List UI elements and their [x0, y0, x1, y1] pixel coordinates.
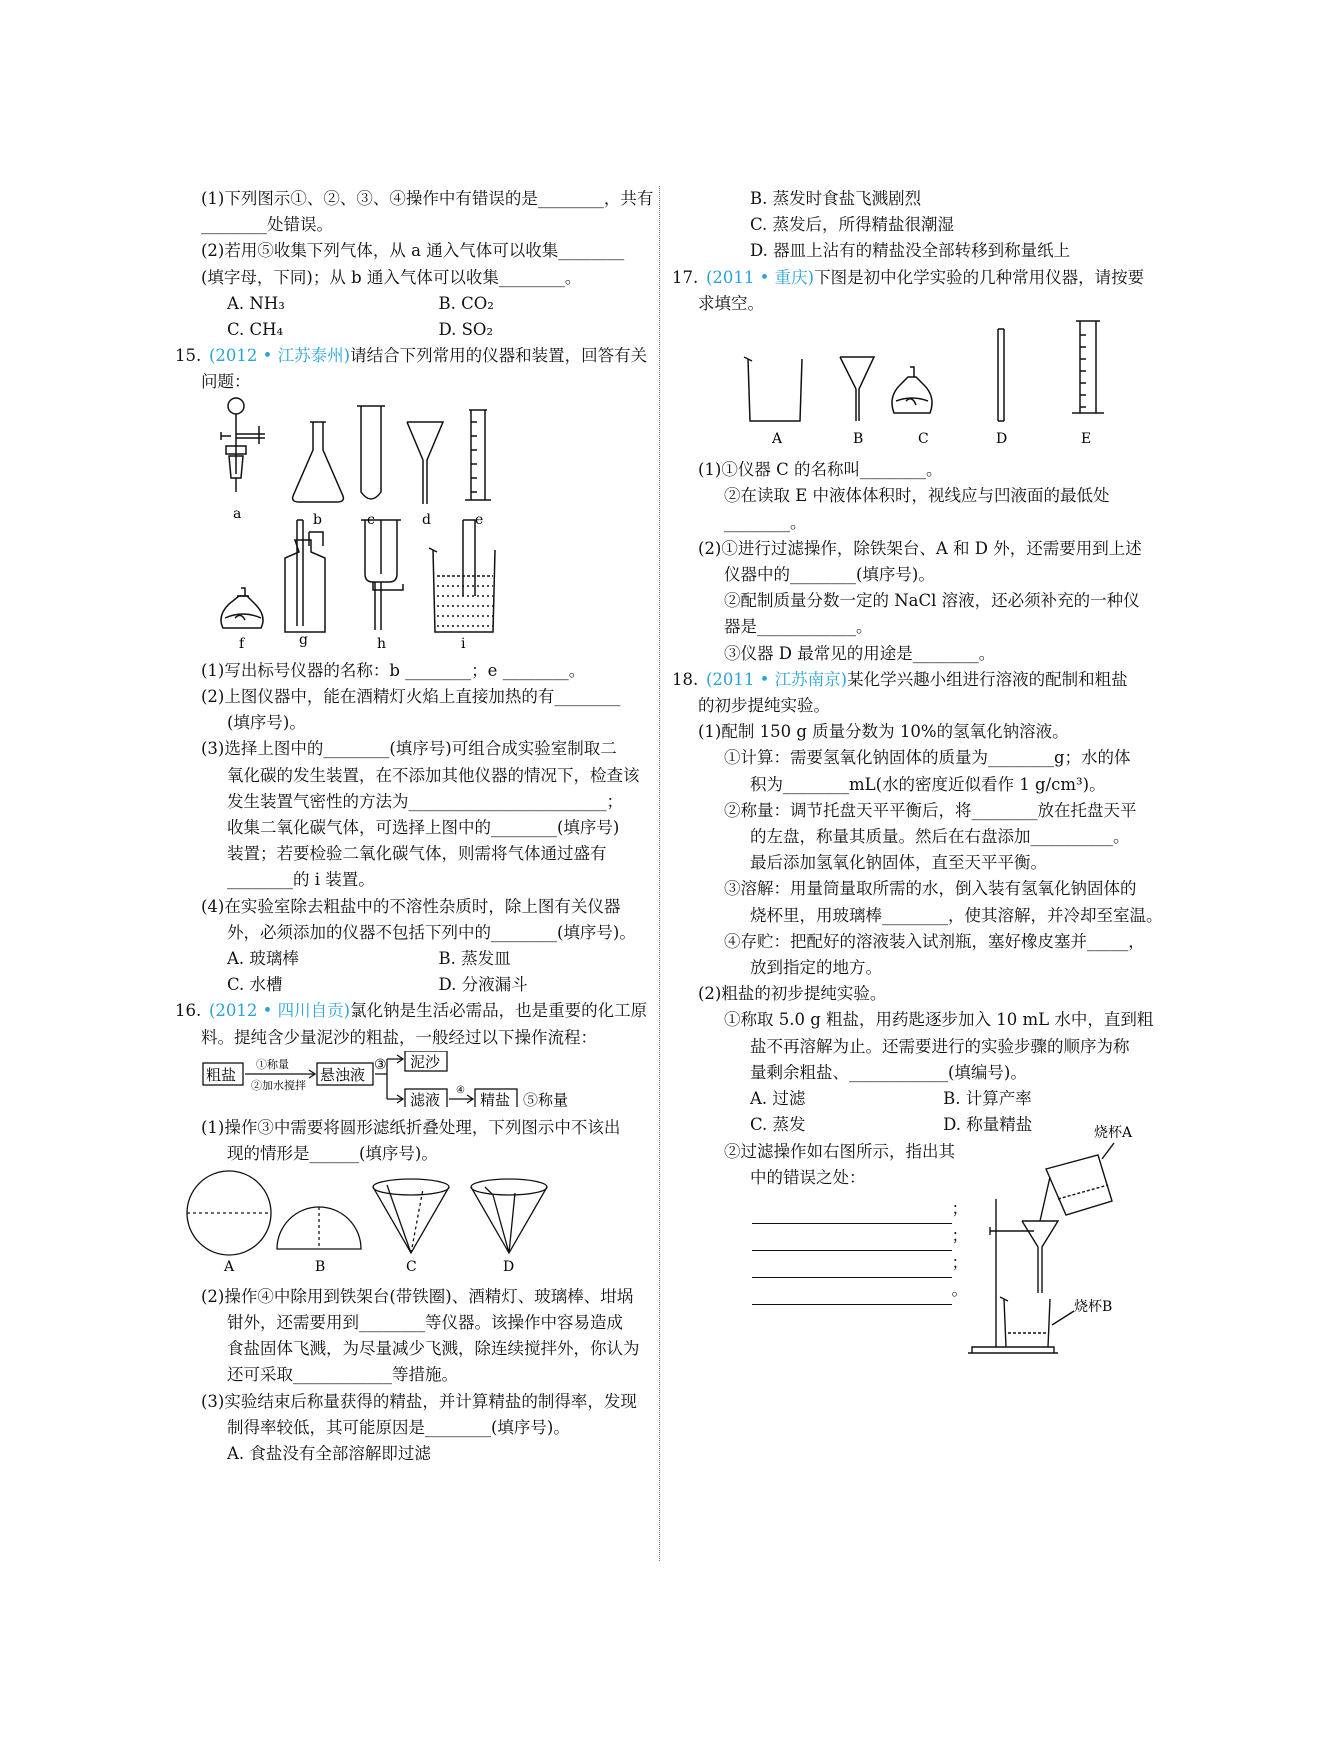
q15-line: 装置；若要检验二氧化碳气体，则需将气体通过盛有 [227, 844, 607, 864]
question-text: 求填空。 [698, 293, 764, 313]
q16-stem [175, 998, 650, 1024]
question-text: 某化学兴趣小组进行溶液的配制和粗盐 [847, 669, 1128, 689]
option: B. CO₂ [438, 293, 494, 313]
q16-line: 制得率较低，其可能原因是________(填序号)。 [227, 1417, 570, 1437]
flow-box: 悬浊液 [320, 1065, 366, 1084]
option: C. CH₄ [227, 320, 284, 340]
q17-line: 仪器中的________(填序号)。 [724, 565, 935, 585]
q14-line: (2)若用⑤收集下列气体，从 a 通入气体可以收集________ [201, 241, 625, 261]
semicircle-filter-paper-icon [277, 1207, 361, 1249]
flow-step: ②加水搅拌 [251, 1078, 306, 1092]
q14-line: (1)下列图示①、②、③、④操作中有错误的是________，共有 [201, 189, 654, 208]
option: B. 蒸发时食盐飞溅剧烈 [750, 189, 922, 208]
flow-step: ④ [456, 1084, 465, 1096]
q15-options [175, 972, 650, 998]
q14-options [175, 317, 650, 343]
q15-line: (4)在实验室除去粗盐中的不溶性杂质时，除上图有关仪器 [201, 896, 621, 916]
q18-stem [672, 667, 1152, 693]
funnel-icon [407, 422, 443, 504]
fig-label: f [239, 635, 245, 650]
question-text: 下图是初中化学实验的几种常用仪器，请按要 [814, 267, 1145, 287]
funnel-icon [840, 357, 874, 421]
fig-label: E [1081, 431, 1092, 448]
fig-label: A [772, 431, 783, 448]
flow-step: ①称量 [256, 1057, 289, 1071]
flow-box: 精盐 [480, 1090, 511, 1107]
q18-line: 的左盘，称量其质量。然后在右盘添加__________。 [750, 827, 1130, 847]
fig-label: A [224, 1259, 235, 1276]
option: B. 蒸发皿 [438, 949, 511, 969]
option: A. 过滤 [750, 1089, 806, 1109]
filtration-apparatus-figure [968, 1103, 1152, 1369]
q14-line: (填字母，下同)；从 b 通入气体可以收集________。 [201, 267, 582, 287]
fig-label: e [475, 511, 484, 528]
q17-line: ③仪器 D 最常见的用途是________。 [724, 643, 996, 663]
flow-box: 粗盐 [206, 1065, 237, 1084]
fig-label: 烧杯A [1094, 1124, 1133, 1141]
fig-label: a [233, 505, 242, 522]
option: A. 玻璃棒 [227, 949, 299, 969]
q18-line: ①称取 5.0 g 粗盐，用药匙逐步加入 10 mL 水中，直到粗 [724, 1010, 1154, 1030]
fig-label: d [422, 511, 431, 528]
fig-label: D [503, 1259, 515, 1276]
question-text: 料。提纯含少量泥沙的粗盐，一般经过以下操作流程： [201, 1027, 597, 1047]
q18-line: (1)配制 150 g 质量分数为 10%的氢氧化钠溶液。 [698, 722, 1069, 742]
q18-line: 积为________mL(水的密度近似看作 1 g/cm³)。 [750, 774, 1106, 794]
answer-blank[interactable] [752, 1251, 968, 1278]
beaker-a-icon [1040, 1155, 1112, 1221]
beaker-icon [744, 357, 802, 421]
flow-step: ⑤称量 [523, 1090, 569, 1107]
fig-label: i [461, 635, 466, 650]
question-number: 17. [672, 267, 699, 287]
alcohol-lamp-icon [221, 588, 263, 628]
option: B. 计算产率 [943, 1089, 1032, 1109]
question-text: 氯化钠是生活必需品，也是重要的化工原 [350, 1001, 648, 1021]
fig-label: h [377, 635, 387, 650]
option: A. 食盐没有全部溶解即过滤 [227, 1443, 431, 1463]
measuring-cylinder-icon [465, 410, 491, 500]
q15-line: 氧化碳的发生装置，在不添加其他仪器的情况下，检查该 [227, 765, 640, 785]
q16-line: (1)操作③中需要将圆形滤纸折叠处理，下列图示中不该出 [201, 1118, 621, 1138]
option: D. 分液漏斗 [438, 975, 528, 995]
beaker-with-tube-icon [429, 520, 495, 632]
q15-line: ________的 i 装置。 [227, 870, 375, 890]
q17-instruments-figure [672, 317, 1152, 457]
option: C. 蒸发 [750, 1115, 806, 1135]
cone-filter-paper-icon [373, 1179, 449, 1253]
punctuation: ； [951, 1253, 968, 1273]
punctuation: ； [951, 1226, 968, 1246]
flow-step: ③ [374, 1056, 387, 1073]
question-number: 18. [672, 669, 699, 689]
circle-filter-paper-icon [187, 1171, 271, 1255]
q15-line: (1)写出标号仪器的名称：b ________；e ________。 [201, 660, 586, 680]
glass-rod-icon [998, 329, 1004, 421]
q15-line: (3)选择上图中的________(填序号)可组合成实验室制取二 [201, 739, 617, 759]
q18-line: ③溶解：用量筒量取所需的水，倒入装有氢氧化钠固体的 [724, 879, 1137, 899]
q16-flow-diagram [175, 1051, 650, 1115]
q17-line: (1)①仪器 C 的名称叫________。 [698, 460, 943, 480]
q16-line: 钳外，还需要用到________等仪器。该操作中容易造成 [227, 1312, 623, 1332]
option: A. NH₃ [227, 293, 285, 313]
option: D. 器皿上沾有的精盐没全部转移到称量纸上 [750, 241, 1071, 261]
question-number: 15. [175, 346, 202, 366]
q15-line: (填序号)。 [227, 713, 306, 733]
q18-line: 量剩余粗盐、____________(填编号)。 [750, 1062, 1027, 1082]
fig-label: c [367, 511, 375, 528]
q16-line: (3)实验结束后称量获得的精盐，并计算精盐的制得率，发现 [201, 1391, 637, 1411]
punctuation: 。 [951, 1280, 968, 1300]
q17-line: ②配制质量分数一定的 NaCl 溶液，还必须补充的一种仪 [724, 591, 1140, 611]
q18-line: 烧杯里，用玻璃棒________，使其溶解，并冷却至室温。 [750, 905, 1163, 925]
option: C. 水槽 [227, 975, 283, 995]
q18-line: ②称量：调节托盘天平平衡后，将________放在托盘天平 [724, 800, 1137, 820]
fig-label: g [299, 631, 308, 648]
question-text: 的初步提纯实验。 [698, 696, 830, 716]
fig-label: b [313, 511, 322, 528]
punctuation: ； [951, 1199, 968, 1219]
answer-blank[interactable] [752, 1224, 968, 1251]
q14-line: ________处错误。 [201, 215, 333, 235]
q16-line: (2)操作④中除用到铁架台(带铁圈)、酒精灯、玻璃棒、坩埚 [201, 1286, 634, 1306]
q17-line: ________。 [724, 512, 807, 532]
flow-box: 滤液 [410, 1090, 441, 1107]
q17-line: (2)①进行过滤操作，除铁架台、A 和 D 外，还需要用到上述 [698, 538, 1142, 558]
q18-line: 放到指定的地方。 [750, 958, 882, 978]
question-source: (2012 • 江苏泰州) [209, 346, 351, 366]
q18-line: 盐不再溶解为止。还需要进行的实验步骤的顺序为称 [750, 1036, 1130, 1056]
q15-stem [175, 343, 650, 369]
gas-collecting-bottle-icon [285, 520, 325, 632]
q17-line: ②在读取 E 中液体体积时，视线应与凹液面的最低处 [724, 486, 1110, 506]
q14-options [175, 291, 650, 317]
q18-line: ①计算：需要氢氧化钠固体的质量为________g；水的体 [724, 748, 1131, 768]
right-column [672, 186, 1163, 1369]
flow-box: 泥沙 [410, 1052, 441, 1071]
left-column [175, 186, 654, 1467]
q15-line: 发生装置气密性的方法为________________________； [227, 791, 623, 811]
q16-filter-paper-figure [175, 1167, 650, 1283]
q17-line: 器是____________。 [724, 617, 873, 637]
test-tube-with-side-arm-icon [361, 520, 403, 630]
fig-label: B [853, 431, 864, 448]
column-divider [659, 186, 660, 1561]
q18-line: (2)粗盐的初步提纯实验。 [698, 984, 887, 1004]
test-tube-icon [357, 406, 385, 499]
q16-line: 现的情形是______(填序号)。 [227, 1144, 438, 1164]
question-source: (2012 • 四川自贡) [209, 1001, 351, 1021]
question-source: (2011 • 重庆) [706, 267, 815, 287]
q16-line: 还可采取____________等措施。 [227, 1365, 458, 1385]
q15-line: 收集二氧化碳气体，可选择上图中的________(填序号) [227, 818, 620, 838]
question-text: 问题： [201, 372, 251, 392]
question-number: 16. [175, 1001, 202, 1021]
q18-line: ②过滤操作如右图所示，指出其 [724, 1141, 955, 1161]
question-source: (2011 • 江苏南京) [706, 669, 848, 689]
q17-stem [672, 265, 1152, 291]
answer-blanks [752, 1197, 972, 1305]
q18-line: 中的错误之处： [750, 1167, 866, 1187]
q15-options [175, 946, 650, 972]
conical-flask-icon [293, 422, 344, 502]
fig-label: C [918, 431, 929, 448]
alcohol-lamp-icon [892, 367, 932, 413]
fig-label: B [315, 1259, 326, 1276]
q15-line: 外，必须添加的仪器不包括下列中的________(填序号)。 [227, 922, 636, 942]
option: C. 蒸发后，所得精盐很潮湿 [750, 215, 955, 235]
option: D. 称量精盐 [943, 1115, 1033, 1135]
q15-apparatus-figure [175, 396, 650, 658]
q15-line: (2)上图仪器中，能在酒精灯火焰上直接加热的有________ [201, 687, 621, 707]
fig-label: 烧杯B [1074, 1298, 1113, 1315]
question-text: 请结合下列常用的仪器和装置，回答有关 [350, 346, 648, 366]
answer-blank[interactable] [752, 1197, 968, 1224]
beaker-b-icon [1000, 1297, 1050, 1347]
q18-line: ④存贮：把配好的溶液装入试剂瓶，塞好橡皮塞并_____， [724, 931, 1145, 951]
fig-label: C [406, 1259, 417, 1276]
measuring-cylinder-icon [1072, 321, 1104, 413]
fig-label: D [996, 431, 1008, 448]
q16-line: 食盐固体飞溅，为尽量减少飞溅，除连续搅拌外，你认为 [227, 1339, 640, 1359]
option: D. SO₂ [438, 320, 494, 340]
answer-blank[interactable] [752, 1278, 968, 1305]
separatory-funnel-stopper-icon [221, 398, 265, 492]
q18-line: 最后添加氢氧化钠固体，直至天平平衡。 [750, 853, 1047, 873]
cone-filter-paper-wrong-icon [471, 1179, 547, 1253]
